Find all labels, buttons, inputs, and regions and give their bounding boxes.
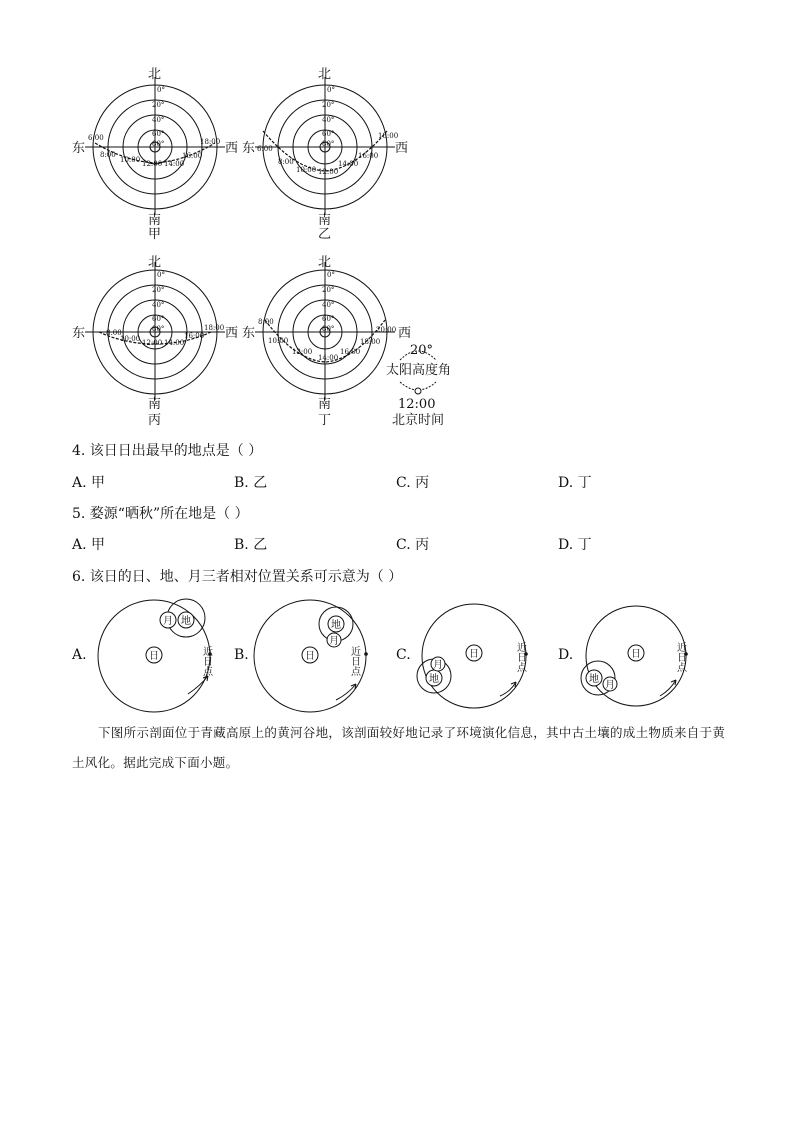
diagram-label: 乙 [318, 227, 332, 242]
diagram-label: 甲 [148, 227, 162, 242]
svg-text:10:00: 10:00 [268, 337, 289, 345]
q4-option-c[interactable]: C. 丙 [396, 475, 430, 491]
svg-text:8:00: 8:00 [100, 151, 116, 159]
svg-text:40°: 40° [152, 301, 165, 309]
svg-text:14:00: 14:00 [318, 354, 339, 362]
sun-label: 日 [469, 649, 479, 660]
orbit-diagram-c[interactable] [412, 596, 552, 714]
perihelion-label: 近日点 [674, 642, 686, 672]
question-6-stem: 6. 该日的日、地、月三者相对位置关系可示意为（ ） [72, 569, 403, 585]
earth-label: 地 [429, 674, 439, 685]
south-label: 南 [318, 213, 332, 228]
moon-label: 月 [605, 680, 615, 691]
moon-label: 月 [433, 660, 443, 671]
north-label: 北 [318, 255, 332, 270]
perihelion-label: 近日点 [348, 646, 360, 676]
svg-text:6:00: 6:00 [88, 134, 104, 142]
svg-text:16:00: 16:00 [182, 152, 203, 160]
svg-text:12:00: 12:00 [318, 168, 339, 176]
svg-text:12:00: 12:00 [142, 339, 163, 347]
orbit-diagram-d[interactable] [574, 596, 714, 714]
passage-text: 下图所示剖面位于青藏高原上的黄河谷地，该剖面较好地记录了环境演化信息，其中古土壤的成土物质来自于黄土风化。据此完成下面小题。 [72, 725, 726, 770]
north-label: 北 [318, 67, 332, 82]
svg-text:0°: 0° [157, 86, 165, 94]
sun-path-diagram-bing [70, 250, 250, 430]
svg-text:18:00: 18:00 [200, 138, 221, 146]
svg-text:60°: 60° [152, 130, 165, 138]
q5-option-c[interactable]: C. 丙 [396, 537, 430, 553]
svg-text:0°: 0° [327, 271, 335, 279]
svg-text:10:00: 10:00 [120, 156, 141, 164]
svg-text:60°: 60° [322, 130, 335, 138]
svg-text:10:00: 10:00 [120, 335, 141, 343]
diagram-legend [380, 338, 480, 430]
earth-label: 地 [331, 620, 341, 631]
perihelion-label: 近日点 [514, 642, 526, 672]
earth-label: 地 [589, 674, 599, 685]
moon-label: 月 [329, 636, 339, 647]
west-label: 西 [395, 141, 409, 156]
east-label: 东 [72, 141, 86, 156]
svg-text:14:00: 14:00 [338, 160, 359, 168]
svg-text:12:00: 12:00 [142, 160, 163, 168]
q6-option-d-key[interactable]: D. [558, 647, 574, 663]
east-label: 东 [72, 326, 86, 341]
legend-time-label: 北京时间 [392, 413, 445, 428]
svg-text:12:00: 12:00 [292, 348, 313, 356]
sun-label: 日 [149, 651, 159, 662]
svg-text:8:00: 8:00 [258, 318, 274, 326]
svg-text:18:00: 18:00 [204, 324, 225, 332]
q5-option-a[interactable]: A. 甲 [72, 537, 106, 553]
svg-text:8:00: 8:00 [278, 158, 294, 166]
question-4-stem: 4. 该日日出最早的地点是（ ） [72, 443, 263, 459]
svg-text:8:00: 8:00 [106, 329, 122, 337]
svg-text:16:00: 16:00 [184, 332, 205, 340]
svg-text:18:00: 18:00 [360, 338, 381, 346]
west-label: 西 [225, 326, 239, 341]
svg-text:20°: 20° [152, 101, 165, 109]
svg-text:18:00: 18:00 [378, 132, 399, 140]
svg-text:16:00: 16:00 [358, 152, 379, 160]
east-label: 东 [242, 141, 256, 156]
svg-text:6:00: 6:00 [257, 145, 273, 153]
moon-label: 月 [163, 616, 173, 627]
svg-text:80°: 80° [152, 140, 165, 148]
diagram-label: 丁 [318, 413, 332, 428]
north-label: 北 [148, 67, 162, 82]
sun-label: 日 [631, 649, 641, 660]
q5-option-b[interactable]: B. 乙 [234, 537, 268, 553]
svg-text:0°: 0° [157, 271, 165, 279]
svg-text:0°: 0° [327, 86, 335, 94]
perihelion-label: 近日点 [200, 646, 212, 676]
q6-option-a-key[interactable]: A. [72, 647, 87, 663]
svg-text:20:00: 20:00 [376, 326, 397, 334]
legend-altitude-value: 20° [410, 343, 434, 358]
svg-text:60°: 60° [322, 315, 335, 323]
svg-text:16:00: 16:00 [340, 348, 361, 356]
svg-text:10:00: 10:00 [296, 166, 317, 174]
south-label: 南 [148, 397, 162, 412]
q5-option-d[interactable]: D. 丁 [558, 537, 592, 553]
svg-text:80°: 80° [152, 325, 165, 333]
q4-option-a[interactable]: A. 甲 [72, 475, 106, 491]
earth-label: 地 [181, 616, 191, 627]
svg-text:20°: 20° [152, 286, 165, 294]
svg-text:40°: 40° [152, 116, 165, 124]
svg-text:40°: 40° [322, 116, 335, 124]
south-label: 南 [148, 213, 162, 228]
svg-text:60°: 60° [152, 315, 165, 323]
sun-path-diagram-yi [240, 62, 420, 242]
orbit-diagram-a[interactable] [88, 596, 228, 714]
north-label: 北 [148, 255, 162, 270]
sun-path-diagram-jia [70, 62, 250, 242]
east-label: 东 [242, 326, 256, 341]
q6-option-b-key[interactable]: B. [234, 647, 249, 663]
svg-text:80°: 80° [322, 325, 335, 333]
legend-time-value: 12:00 [398, 397, 436, 412]
question-5-stem: 5. 婺源“晒秋”所在地是（ ） [72, 506, 249, 522]
west-label: 西 [398, 326, 412, 341]
q4-option-d[interactable]: D. 丁 [558, 475, 592, 491]
svg-text:20°: 20° [322, 286, 335, 294]
q6-option-c-key[interactable]: C. [396, 647, 411, 663]
south-label: 南 [318, 397, 332, 412]
svg-text:14:00: 14:00 [164, 160, 185, 168]
legend-altitude-label: 太阳高度角 [386, 363, 452, 378]
q4-option-b[interactable]: B. 乙 [234, 475, 268, 491]
svg-text:14:00: 14:00 [164, 339, 185, 347]
orbit-diagram-b[interactable] [250, 596, 390, 714]
svg-text:20°: 20° [322, 101, 335, 109]
sun-label: 日 [305, 651, 315, 662]
diagram-label: 丙 [148, 413, 162, 428]
svg-text:40°: 40° [322, 301, 335, 309]
svg-text:80°: 80° [322, 140, 335, 148]
west-label: 西 [225, 141, 239, 156]
